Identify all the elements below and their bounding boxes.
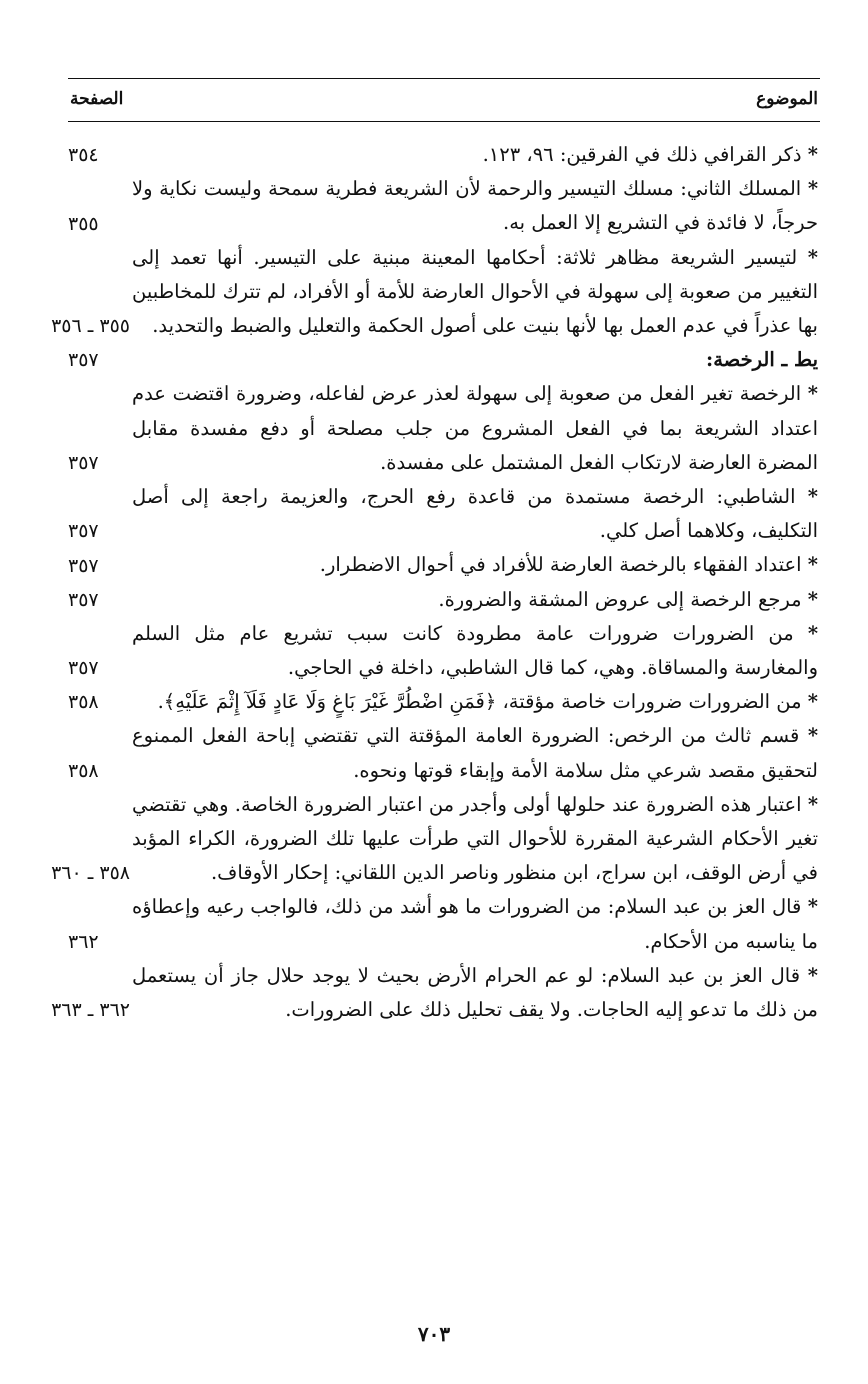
- bullet-marker: *: [807, 382, 818, 406]
- entry-text: [132, 480, 818, 548]
- entry-body: المسلك الثاني: مسلك التيسير والرحمة لأن الشريعة فطرية سمحة وليست نكاية ولا حرجاً، لا فائدة في التشريع إلا العمل به.: [132, 177, 818, 235]
- entry-body: ذكر القرافي ذلك في الفرقين: ٩٦، ١٢٣.: [482, 143, 802, 166]
- entry-body: الشاطبي: الرخصة مستمدة من قاعدة رفع الحرج، والعزيمة راجعة إلى أصل التكليف، وكلاهما أصل كلي.: [132, 485, 818, 543]
- index-entry: [0, 959, 868, 1027]
- bullet-marker: *: [807, 485, 818, 509]
- index-entry: [0, 583, 868, 617]
- bullet-marker: *: [807, 963, 818, 987]
- bullet-marker: *: [807, 587, 818, 611]
- entry-body: من الضرورات ضرورات عامة مطرودة كانت سبب تشريع عام مثل السلم والمغارسة والمساقاة. وهي، كما قال الشاطبي، داخلة في الحاجي.: [132, 621, 818, 680]
- entry-page-number: ٣٥٧: [68, 657, 99, 680]
- bullet-marker: *: [807, 143, 818, 166]
- bullet-marker: *: [807, 895, 818, 919]
- entry-page-number: ٣٦٢: [68, 930, 99, 953]
- entry-text: [132, 959, 818, 1027]
- page-number-footer: ٧٠٣: [417, 1322, 451, 1346]
- bullet-marker: *: [807, 177, 819, 201]
- entry-text: [132, 617, 818, 685]
- index-entry: [0, 890, 868, 958]
- entry-text: [132, 548, 818, 582]
- entry-text: [132, 241, 818, 344]
- index-entry: [0, 377, 868, 480]
- bullet-marker: *: [807, 245, 818, 269]
- entry-text: [132, 377, 818, 480]
- entry-page-number: ٣٥٥ ـ ٣٥٦: [51, 315, 130, 338]
- entry-page-number: ٣٥٥: [68, 212, 99, 235]
- entry-page-number: ٣٥٧: [68, 520, 99, 543]
- entry-text: [132, 719, 818, 787]
- index-entry: [0, 138, 868, 172]
- index-entry: [0, 685, 868, 719]
- index-entries: [0, 138, 868, 1027]
- entry-page-number: ٣٦٢ ـ ٣٦٣: [51, 999, 130, 1022]
- index-entry: [0, 172, 868, 240]
- bullet-marker: *: [807, 792, 819, 816]
- entry-body: قال العز بن عبد السلام: من الضرورات ما هو أشد من ذلك، فالواجب رعيه وإعطاؤه ما يناسبه من الأحكام.: [132, 895, 818, 953]
- entry-body: لتيسير الشريعة مظاهر ثلاثة: أحكامها المعينة مبنية على التيسير. أنها تعمد إلى التغيير من صعوبة إلى سهولة في الأحوال العارضة للأمة أو الأفراد، لم تترك للمخاطبين بها عذراً في عدم العمل بها لأنها بنيت على أصول الحكمة والتعليل والضبط والتحديد.: [132, 245, 818, 338]
- entry-body: قسم ثالث من الرخص: الضرورة العامة المؤقتة التي تقتضي إباحة الفعل الممنوع لتحقيق مقصد شرعي مثل سلامة الأمة وإبقاء قوتها ونحوه.: [132, 724, 818, 782]
- index-entry: [0, 788, 868, 891]
- entry-body: الرخصة تغير الفعل من صعوبة إلى سهولة لعذر عرض لفاعله، وضرورة اقتضت عدم اعتداد الشريعة بما في الفعل المشروع من جلب مصلحة أو دفع مفسدة مقابل المضرة العارضة لارتكاب الفعل المشتمل على مفسدة.: [132, 382, 818, 474]
- entry-page-number: ٣٥٤: [68, 144, 99, 167]
- index-entry: [0, 719, 868, 787]
- entry-text: [132, 172, 818, 240]
- entry-text: [132, 788, 818, 891]
- entry-body: مرجع الرخصة إلى عروض المشقة والضرورة.: [438, 587, 802, 611]
- entry-page-number: ٣٥٨: [68, 691, 99, 714]
- index-entry: [0, 548, 868, 582]
- index-entry: [0, 617, 868, 685]
- entry-body: قال العز بن عبد السلام: لو عم الحرام الأرض بحيث لا يوجد حلال جاز أن يستعمل من ذلك ما تدعو إليه الحاجات. ولا يقف تحليل ذلك على الضرورات.: [132, 963, 818, 1022]
- header-rule: [68, 121, 820, 122]
- entry-text: [132, 685, 818, 719]
- index-entry: [0, 480, 868, 548]
- topic-column-header: الموضوع: [756, 89, 818, 109]
- entry-text: [132, 583, 818, 617]
- bullet-marker: *: [807, 690, 818, 714]
- entry-page-number: ٣٥٧: [68, 588, 99, 611]
- bullet-marker: *: [807, 724, 819, 748]
- entry-text: [132, 890, 818, 958]
- section-heading: يط ـ الرخصة:: [706, 348, 818, 372]
- entry-page-number: ٣٥٧: [68, 349, 99, 372]
- entry-page-number: ٣٥٨ ـ ٣٦٠: [51, 862, 130, 885]
- section-heading-row: [0, 343, 868, 377]
- top-rule: [68, 78, 820, 79]
- entry-body: من الضرورات ضرورات خاصة مؤقتة، ﴿فَمَنِ اضْطُرَّ غَيْرَ بَاغٍ وَلَا عَادٍ فَلَآ إِثْمَ عَلَيْهِ﴾.: [157, 690, 802, 714]
- entry-body: اعتداد الفقهاء بالرخصة العارضة للأفراد في أحوال الاضطرار.: [319, 553, 802, 577]
- index-entry: [0, 241, 868, 344]
- page-column-header: الصفحة: [70, 89, 124, 109]
- bullet-marker: *: [807, 553, 818, 577]
- bullet-marker: *: [807, 621, 819, 645]
- entry-body: اعتبار هذه الضرورة عند حلولها أولى وأجدر من اعتبار الضرورة الخاصة. وهي تقتضي تغير الأحكام الشرعية المقررة للأحوال التي طرأت عليها تلك الضرورة، الكراء المؤبد في أرض الوقف، ابن سراج، ابن منظور وناصر الدين اللقاني: إحكار الأوقاف.: [132, 792, 818, 885]
- entry-page-number: ٣٥٧: [68, 452, 99, 475]
- entry-text: [132, 138, 818, 172]
- entry-page-number: ٣٥٧: [68, 554, 99, 577]
- entry-page-number: ٣٥٨: [68, 759, 99, 782]
